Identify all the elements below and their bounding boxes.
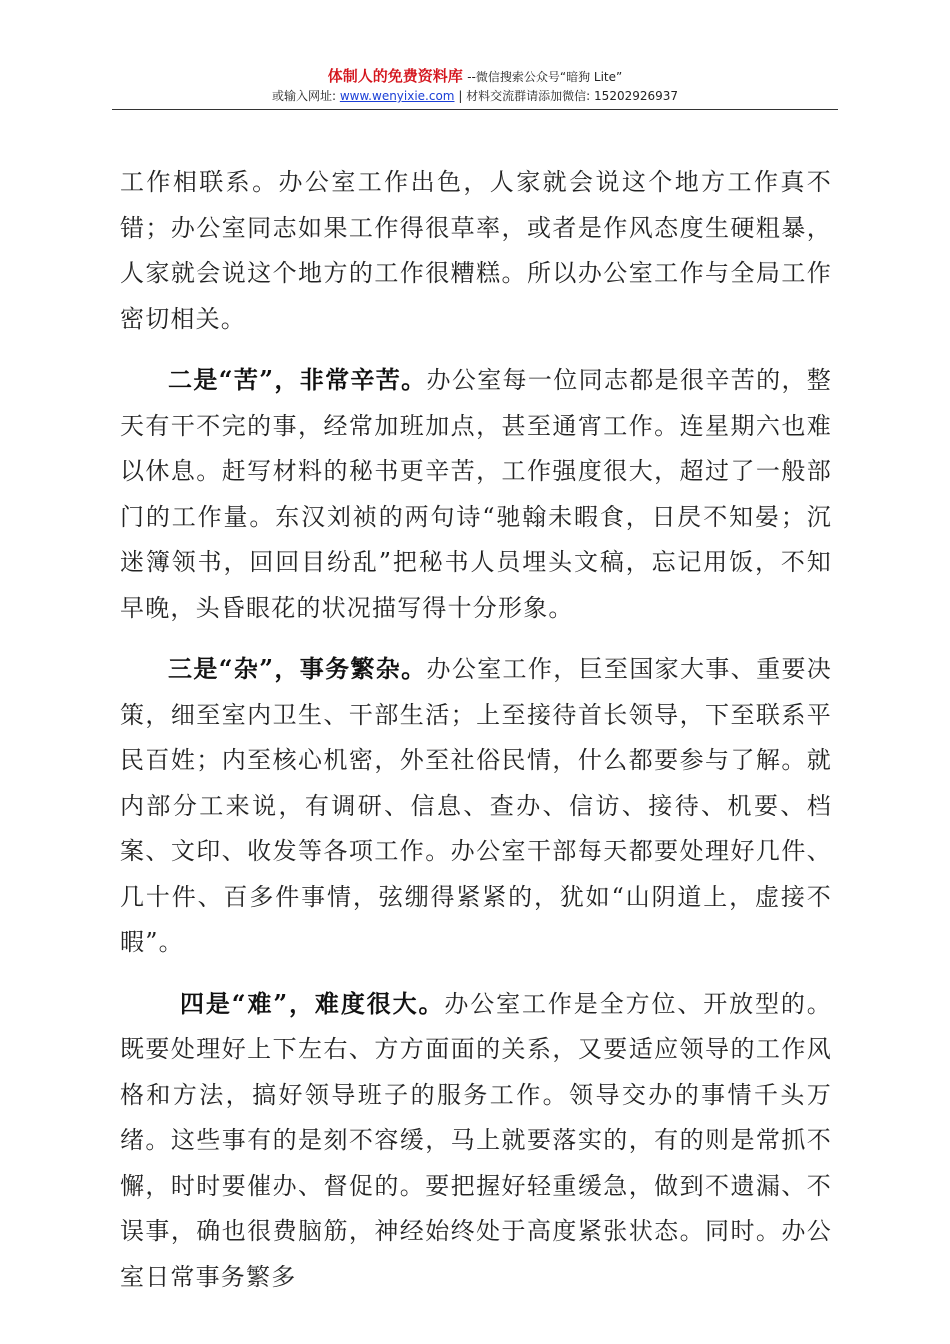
paragraph-1 xyxy=(120,160,832,342)
header-url-link[interactable]: www.wenyixie.com xyxy=(339,89,455,103)
document-body xyxy=(120,160,832,1300)
paragraph-3 xyxy=(120,646,832,966)
paragraph-2-text: 办公室每一位同志都是很辛苦的，整天有干不完的事，经常加班加点，甚至通宵工作。连星期六也难以休息。赶写材料的秘书更辛苦，工作强度很大，超过了一般部门的工作量。东汉刘祯的两句诗“驰翰未暇食，日昃不知晏；沉迷簿领书，回回目纷乱”把秘书人员埋头文稿，忘记用饭，不知早晚，头昏眼花的状况描写得十分形象。 xyxy=(120,366,832,622)
paragraph-3-lead: 三是“杂”，事务繁杂。 xyxy=(168,654,427,683)
paragraph-4-lead: 四是“难”，难度很大。 xyxy=(180,988,445,1018)
paragraph-2 xyxy=(120,357,832,631)
header-divider xyxy=(112,109,838,110)
paragraph-3-text: 办公室工作，巨至国家大事、重要决策，细至室内卫生、干部生活；上至接待首长领导，下至联系平民百姓；内至核心机密，外至社俗民情，什么都要参与了解。就内部分工来说，有调研、信息、查办、信访、接待、机要、档案、文印、收发等各项工作。办公室干部每天都要处理好几件、几十件、百多件事情，弦绷得紧紧的，犹如“山阴道上，虚接不暇”。 xyxy=(120,655,832,956)
paragraph-1-text: 工作相联系。办公室工作出色，人家就会说这个地方工作真不错；办公室同志如果工作得很草率，或者是作风态度生硬粗暴，人家就会说这个地方的工作很糟糕。所以办公室工作与全局工作密切相关。 xyxy=(120,168,832,333)
header-url-prefix: 或输入网址: xyxy=(271,89,337,103)
header-line-1 xyxy=(0,66,950,87)
paragraph-4-text: 办公室工作是全方位、开放型的。既要处理好上下左右、方方面面的关系，又要适应领导的工作风格和方法，搞好领导班子的服务工作。领导交办的事情千头万绪。这些事有的是刻不容缓，马上就要落实的，有的则是常抓不懈，时时要催办、督促的。要把握好轻重缓急，做到不遗漏、不误事，确也很费脑筋，神经始终处于高度紧张状态。同时。办公室日常事务繁多 xyxy=(120,989,832,1291)
paragraph-4 xyxy=(120,981,832,1301)
header-title: 体制人的免费资料库 xyxy=(327,67,463,85)
header-line-2 xyxy=(0,87,950,105)
header-contact: | 材料交流群请添加微信: 15202926937 xyxy=(458,89,679,103)
header-subtitle: --微信搜索公众号“暗狗 Lite” xyxy=(467,70,623,84)
paragraph-2-lead: 二是“苦”，非常辛苦。 xyxy=(168,365,427,394)
page-header xyxy=(0,66,950,105)
